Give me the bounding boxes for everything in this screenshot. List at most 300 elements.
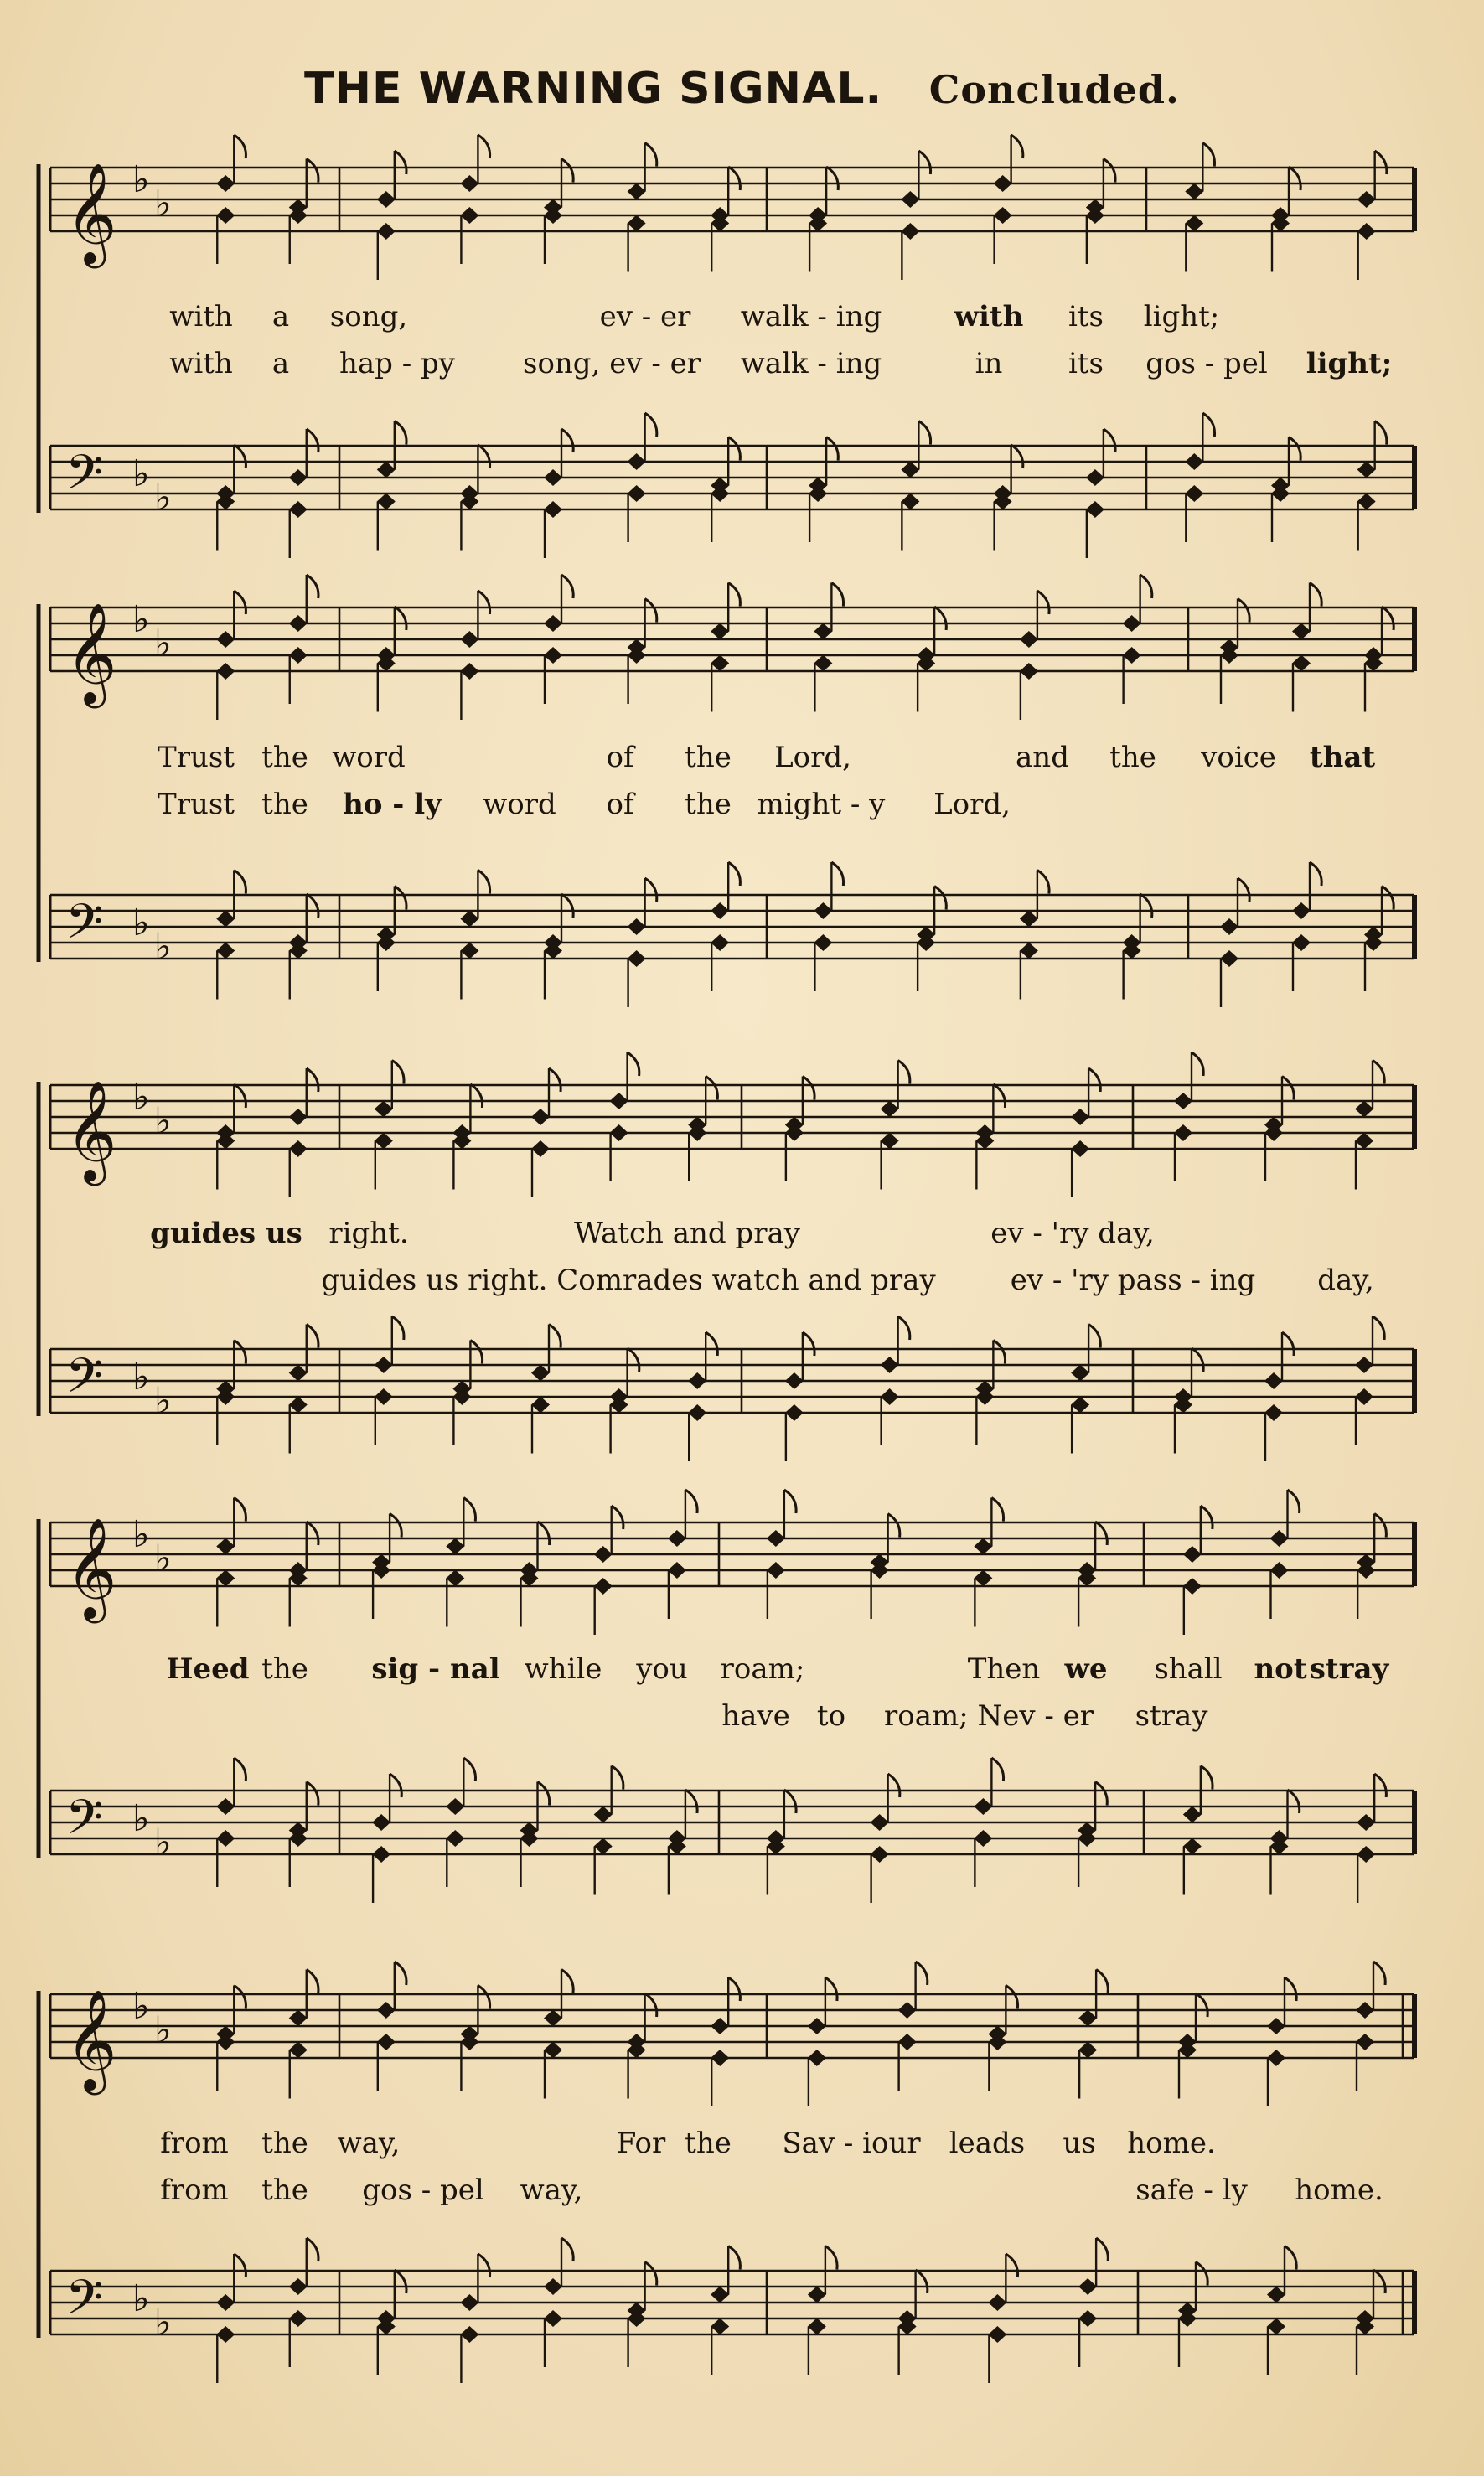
lyric: right. [328, 1217, 409, 1250]
note-flag-icon [234, 591, 246, 614]
lyric: voice [1201, 741, 1276, 774]
note-flag-icon [561, 1970, 573, 1993]
note-flag-icon [561, 2238, 573, 2261]
note-head-icon [808, 2287, 826, 2303]
lyric: song, [329, 300, 408, 333]
lyric: Trust [158, 788, 235, 821]
note-flag-icon [561, 894, 573, 918]
note-head-icon [767, 1530, 785, 1547]
lyric: the [261, 1652, 308, 1686]
bass-clef-icon: 𝄢 [65, 893, 104, 962]
note-flag-icon [1037, 871, 1049, 894]
note-flag-icon [234, 871, 246, 894]
note-flag-icon [307, 159, 318, 183]
treble-clef-icon: 𝄞 [65, 602, 117, 704]
lyric: with [169, 300, 233, 333]
lyric: light; [1306, 347, 1393, 380]
note-head-icon [1123, 647, 1141, 664]
note-head-icon [974, 1538, 992, 1555]
note-flag-icon [612, 1766, 623, 1790]
lyric: a [271, 300, 290, 333]
note-head-icon [668, 1530, 686, 1547]
flat-icon: ♭ [154, 1379, 172, 1423]
lyric: not [1254, 1652, 1307, 1686]
note-head-icon [711, 902, 729, 919]
note-flag-icon [888, 1774, 900, 1797]
note-flag-icon [307, 1782, 318, 1806]
note-head-icon [881, 1357, 899, 1373]
note-head-icon [1356, 2034, 1374, 2050]
note-head-icon [446, 1798, 464, 1815]
note-head-icon [814, 623, 832, 640]
lyric: shall [1154, 1652, 1223, 1686]
note-flag-icon [307, 1325, 318, 1348]
note-head-icon [531, 1109, 550, 1125]
note-flag-icon [1095, 1522, 1107, 1545]
note-head-icon [216, 2326, 235, 2343]
note-head-icon [372, 1846, 390, 1863]
note-head-icon [814, 902, 832, 919]
lyric: us [1063, 2127, 1096, 2160]
note-head-icon [1292, 902, 1311, 919]
lyric: stray [1309, 1652, 1389, 1686]
note-flag-icon [934, 887, 946, 910]
note-head-icon [974, 1798, 992, 1815]
note-head-icon [460, 631, 478, 648]
note-head-icon [901, 494, 919, 510]
note-flag-icon [1104, 429, 1115, 452]
note-head-icon [1357, 494, 1376, 510]
note-head-icon [711, 934, 729, 951]
note-flag-icon [307, 1970, 318, 1993]
note-flag-icon [1310, 862, 1321, 886]
note-flag-icon [728, 1977, 740, 2001]
note-flag-icon [1096, 2238, 1108, 2261]
note-flag-icon [1382, 887, 1394, 910]
note-flag-icon [1285, 2246, 1296, 2270]
note-head-icon [216, 1830, 235, 1847]
note-flag-icon [728, 437, 740, 461]
lyric: Heed [166, 1652, 250, 1686]
lyric: that [1309, 741, 1376, 774]
note-head-icon [1357, 191, 1376, 208]
note-head-icon [628, 950, 646, 967]
note-flag-icon [1037, 591, 1049, 614]
note-head-icon [1267, 2318, 1285, 2335]
note-head-icon [375, 1101, 393, 1118]
note-flag-icon [916, 2270, 928, 2293]
note-flag-icon [803, 1332, 814, 1356]
note-head-icon [531, 1365, 550, 1382]
note-flag-icon [234, 2254, 246, 2277]
note-head-icon [767, 1562, 785, 1579]
note-head-icon [216, 663, 235, 680]
lyric: stray [1135, 1699, 1208, 1733]
flat-icon: ♭ [132, 902, 150, 944]
note-head-icon [377, 223, 396, 240]
lyric: sig - nal [371, 1652, 500, 1686]
note-flag-icon [1282, 1332, 1294, 1356]
note-flag-icon [888, 1514, 900, 1538]
note-head-icon [372, 1814, 390, 1831]
note-flag-icon [1375, 421, 1387, 445]
treble-clef-icon: 𝄞 [65, 1079, 117, 1181]
note-flag-icon [1011, 445, 1023, 468]
note-head-icon [1357, 462, 1376, 478]
lyric: the [685, 741, 732, 774]
note-flag-icon [898, 1316, 910, 1340]
note-flag-icon [390, 1774, 401, 1797]
note-head-icon [289, 647, 308, 664]
lyric: roam; Nev - er [883, 1699, 1094, 1733]
note-head-icon [1078, 2310, 1097, 2327]
note-flag-icon [307, 2238, 318, 2261]
note-flag-icon [993, 1341, 1005, 1364]
note-head-icon [1078, 2278, 1097, 2295]
note-flag-icon [234, 1986, 246, 2009]
note-head-icon [544, 2310, 562, 2327]
lyric: of [606, 788, 634, 821]
note-flag-icon [395, 2270, 406, 2293]
flat-icon: ♭ [154, 1099, 172, 1143]
lyric: and [1016, 741, 1069, 774]
note-head-icon [898, 2034, 917, 2050]
note-head-icon [1020, 943, 1038, 959]
note-head-icon [814, 655, 832, 672]
note-flag-icon [628, 1348, 639, 1372]
note-flag-icon [1140, 575, 1152, 598]
note-head-icon [289, 1109, 308, 1125]
note-head-icon [594, 1546, 613, 1563]
note-head-icon [289, 2278, 308, 2295]
note-flag-icon [645, 2262, 657, 2286]
note-head-icon [668, 1562, 686, 1579]
note-head-icon [460, 2294, 478, 2311]
note-head-icon [1292, 655, 1311, 672]
note-head-icon [1071, 1109, 1089, 1125]
note-head-icon [446, 1570, 464, 1587]
note-head-icon [808, 2018, 826, 2034]
note-head-icon [594, 1578, 613, 1595]
note-head-icon [881, 1388, 899, 1405]
lyric: with [954, 300, 1024, 333]
note-head-icon [610, 1124, 628, 1141]
note-head-icon [544, 647, 562, 664]
note-flag-icon [1202, 143, 1214, 167]
note-head-icon [628, 485, 646, 502]
note-flag-icon [784, 1490, 796, 1513]
note-head-icon [216, 1570, 235, 1587]
note-flag-icon [1196, 2262, 1207, 2286]
flat-icon: ♭ [132, 598, 150, 641]
note-flag-icon [728, 2246, 740, 2270]
note-head-icon [711, 2018, 729, 2034]
note-head-icon [1183, 1546, 1202, 1563]
note-flag-icon [234, 1498, 246, 1522]
note-head-icon [871, 1814, 889, 1831]
note-head-icon [1264, 1372, 1283, 1389]
lyric: ev - 'ry day, [990, 1217, 1155, 1250]
note-flag-icon [463, 1758, 475, 1781]
note-flag-icon [825, 2246, 837, 2270]
note-head-icon [1267, 2050, 1285, 2066]
note-head-icon [446, 1830, 464, 1847]
note-head-icon [375, 1133, 393, 1150]
note-flag-icon [234, 1341, 246, 1364]
note-flag-icon [1288, 1490, 1300, 1513]
note-flag-icon [392, 1316, 404, 1340]
note-head-icon [901, 223, 919, 240]
lyric: Lord, [933, 788, 1011, 821]
note-head-icon [446, 1538, 464, 1555]
note-flag-icon [549, 1325, 561, 1348]
lyric: roam; [720, 1652, 805, 1686]
note-flag-icon [706, 1332, 717, 1356]
note-flag-icon [234, 135, 246, 158]
note-flag-icon [1006, 2254, 1017, 2277]
note-head-icon [216, 911, 235, 928]
note-head-icon [988, 2326, 1006, 2343]
note-flag-icon [612, 1506, 623, 1529]
note-head-icon [289, 2310, 308, 2327]
lyric: the [261, 741, 308, 774]
note-head-icon [289, 501, 308, 518]
note-flag-icon [307, 429, 318, 452]
lyric: hap - py [339, 347, 456, 380]
lyric: gos - pel [362, 2174, 484, 2207]
note-head-icon [216, 943, 235, 959]
note-flag-icon [993, 1084, 1005, 1108]
note-head-icon [1220, 918, 1238, 935]
note-flag-icon [826, 167, 838, 190]
note-head-icon [289, 1140, 308, 1157]
flat-icon: ♭ [132, 1797, 150, 1840]
lyric: have [721, 1699, 790, 1733]
note-flag-icon [1282, 1077, 1294, 1100]
note-flag-icon [395, 887, 406, 910]
flat-icon: ♭ [154, 476, 172, 519]
note-flag-icon [825, 1977, 837, 2001]
lyric: light; [1143, 300, 1220, 333]
note-flag-icon [390, 1514, 401, 1538]
lyric: while [524, 1652, 602, 1686]
flat-icon: ♭ [154, 925, 172, 969]
note-flag-icon [392, 1061, 404, 1084]
lyric: Trust [158, 741, 235, 774]
note-flag-icon [470, 1084, 482, 1108]
note-head-icon [377, 2002, 396, 2019]
title-main: THE WARNING SIGNAL. [303, 64, 883, 114]
note-flag-icon [234, 1758, 246, 1781]
note-head-icon [1123, 615, 1141, 632]
note-head-icon [377, 462, 396, 478]
note-head-icon [531, 1140, 550, 1157]
flat-icon: ♭ [154, 1537, 172, 1580]
note-head-icon [1355, 1133, 1373, 1150]
lyric: the [1109, 741, 1156, 774]
note-head-icon [1020, 663, 1038, 680]
note-head-icon [988, 2294, 1006, 2311]
note-flag-icon [918, 421, 930, 445]
note-head-icon [289, 2010, 308, 2027]
note-flag-icon [395, 151, 406, 174]
note-head-icon [1086, 501, 1104, 518]
note-head-icon [1078, 2010, 1097, 2027]
note-flag-icon [645, 413, 657, 437]
note-flag-icon [549, 1068, 561, 1092]
flat-icon: ♭ [154, 2008, 172, 2052]
note-head-icon [544, 501, 562, 518]
flat-icon: ♭ [132, 158, 150, 201]
note-head-icon [688, 1404, 706, 1421]
note-flag-icon [1192, 1348, 1203, 1372]
note-head-icon [1183, 1807, 1202, 1823]
note-head-icon [375, 1388, 393, 1405]
lyric: walk - ing [740, 300, 882, 333]
lyric: in [975, 347, 1003, 380]
note-flag-icon [685, 1790, 697, 1813]
note-head-icon [377, 191, 396, 208]
lyric: leads [949, 2127, 1026, 2160]
note-head-icon [688, 1372, 706, 1389]
note-flag-icon [1196, 1993, 1207, 2017]
note-head-icon [1020, 631, 1038, 648]
note-head-icon [544, 469, 562, 486]
lyric: the [685, 788, 732, 821]
note-head-icon [1292, 623, 1311, 640]
lyric: ev - 'ry pass - ing [1010, 1264, 1256, 1297]
note-head-icon [1071, 1365, 1089, 1382]
lyric: Watch and pray [574, 1217, 800, 1250]
note-head-icon [460, 911, 478, 928]
note-head-icon [1264, 1404, 1283, 1421]
lyric: the [261, 2174, 308, 2207]
note-head-icon [1355, 1357, 1373, 1373]
lyric: home. [1295, 2174, 1383, 2207]
note-flag-icon [728, 583, 740, 607]
note-flag-icon [478, 1986, 489, 2009]
treble-clef-icon: 𝄞 [65, 162, 117, 264]
note-head-icon [1292, 934, 1311, 951]
note-head-icon [289, 2042, 308, 2059]
note-head-icon [711, 655, 729, 672]
note-flag-icon [478, 871, 489, 894]
note-flag-icon [234, 445, 246, 468]
note-flag-icon [1375, 151, 1387, 174]
note-flag-icon [1104, 159, 1115, 183]
note-head-icon [460, 943, 478, 959]
lyric: safe - ly [1135, 2174, 1248, 2207]
note-head-icon [375, 1357, 393, 1373]
treble-clef-icon: 𝄞 [65, 1988, 117, 2091]
note-flag-icon [1238, 599, 1249, 623]
note-flag-icon [1373, 1316, 1384, 1340]
note-head-icon [994, 175, 1012, 192]
note-flag-icon [1088, 1325, 1100, 1348]
note-head-icon [711, 623, 729, 640]
note-flag-icon [478, 445, 489, 468]
lyric: song, ev - er [522, 347, 701, 380]
flat-icon: ♭ [154, 2301, 172, 2344]
note-flag-icon [1201, 1506, 1213, 1529]
note-flag-icon [645, 599, 657, 623]
lyric: ho - ly [343, 788, 442, 821]
note-head-icon [808, 2050, 826, 2066]
note-flag-icon [1373, 2270, 1385, 2293]
note-flag-icon [645, 878, 657, 902]
note-flag-icon [831, 862, 843, 886]
note-head-icon [974, 1830, 992, 1847]
note-head-icon [1185, 485, 1203, 502]
note-head-icon [289, 1365, 308, 1382]
lyric: home. [1127, 2127, 1216, 2160]
note-head-icon [377, 494, 396, 510]
flat-icon: ♭ [154, 182, 172, 225]
lyric: might - y [757, 788, 886, 821]
note-flag-icon [826, 437, 838, 461]
note-head-icon [1174, 1124, 1192, 1141]
flat-icon: ♭ [132, 1985, 150, 2028]
lyric: the [261, 788, 308, 821]
note-flag-icon [478, 135, 489, 158]
note-flag-icon [1140, 894, 1152, 918]
note-head-icon [289, 1397, 308, 1414]
note-head-icon [1220, 950, 1238, 967]
note-head-icon [974, 1570, 992, 1587]
lyric: from [160, 2127, 229, 2160]
note-flag-icon [561, 159, 573, 183]
flat-icon: ♭ [154, 622, 172, 665]
note-flag-icon [898, 1061, 910, 1084]
lyric: word [483, 788, 556, 821]
note-head-icon [216, 631, 235, 648]
note-flag-icon [803, 1077, 814, 1100]
note-head-icon [711, 2050, 729, 2066]
lyric: Then [967, 1652, 1041, 1686]
lyric: its [1068, 347, 1104, 380]
note-flag-icon [307, 1068, 318, 1092]
note-flag-icon [395, 421, 406, 445]
flat-icon: ♭ [132, 1356, 150, 1398]
note-head-icon [1357, 1846, 1375, 1863]
lyric: a [271, 347, 290, 380]
note-flag-icon [628, 1052, 639, 1076]
note-head-icon [1267, 2018, 1285, 2034]
note-head-icon [901, 191, 919, 208]
note-flag-icon [463, 1498, 475, 1522]
bass-clef-icon: 𝄢 [65, 1347, 104, 1416]
note-head-icon [216, 175, 235, 192]
lyric: from [160, 2174, 229, 2207]
note-head-icon [871, 1846, 889, 1863]
flat-icon: ♭ [132, 1513, 150, 1556]
lyric: ev - er [599, 300, 691, 333]
note-flag-icon [1289, 167, 1300, 190]
lyric: guides us [150, 1217, 302, 1250]
lyric: Sav - iour [782, 2127, 921, 2160]
note-flag-icon [645, 143, 657, 167]
note-flag-icon [1238, 878, 1249, 902]
note-head-icon [594, 1838, 613, 1855]
note-flag-icon [470, 1341, 482, 1364]
note-flag-icon [1288, 1790, 1300, 1813]
note-flag-icon [395, 607, 406, 630]
note-flag-icon [478, 591, 489, 614]
note-head-icon [1020, 911, 1038, 928]
note-head-icon [628, 453, 646, 470]
note-head-icon [1270, 1562, 1289, 1579]
flat-icon: ♭ [154, 1821, 172, 1864]
